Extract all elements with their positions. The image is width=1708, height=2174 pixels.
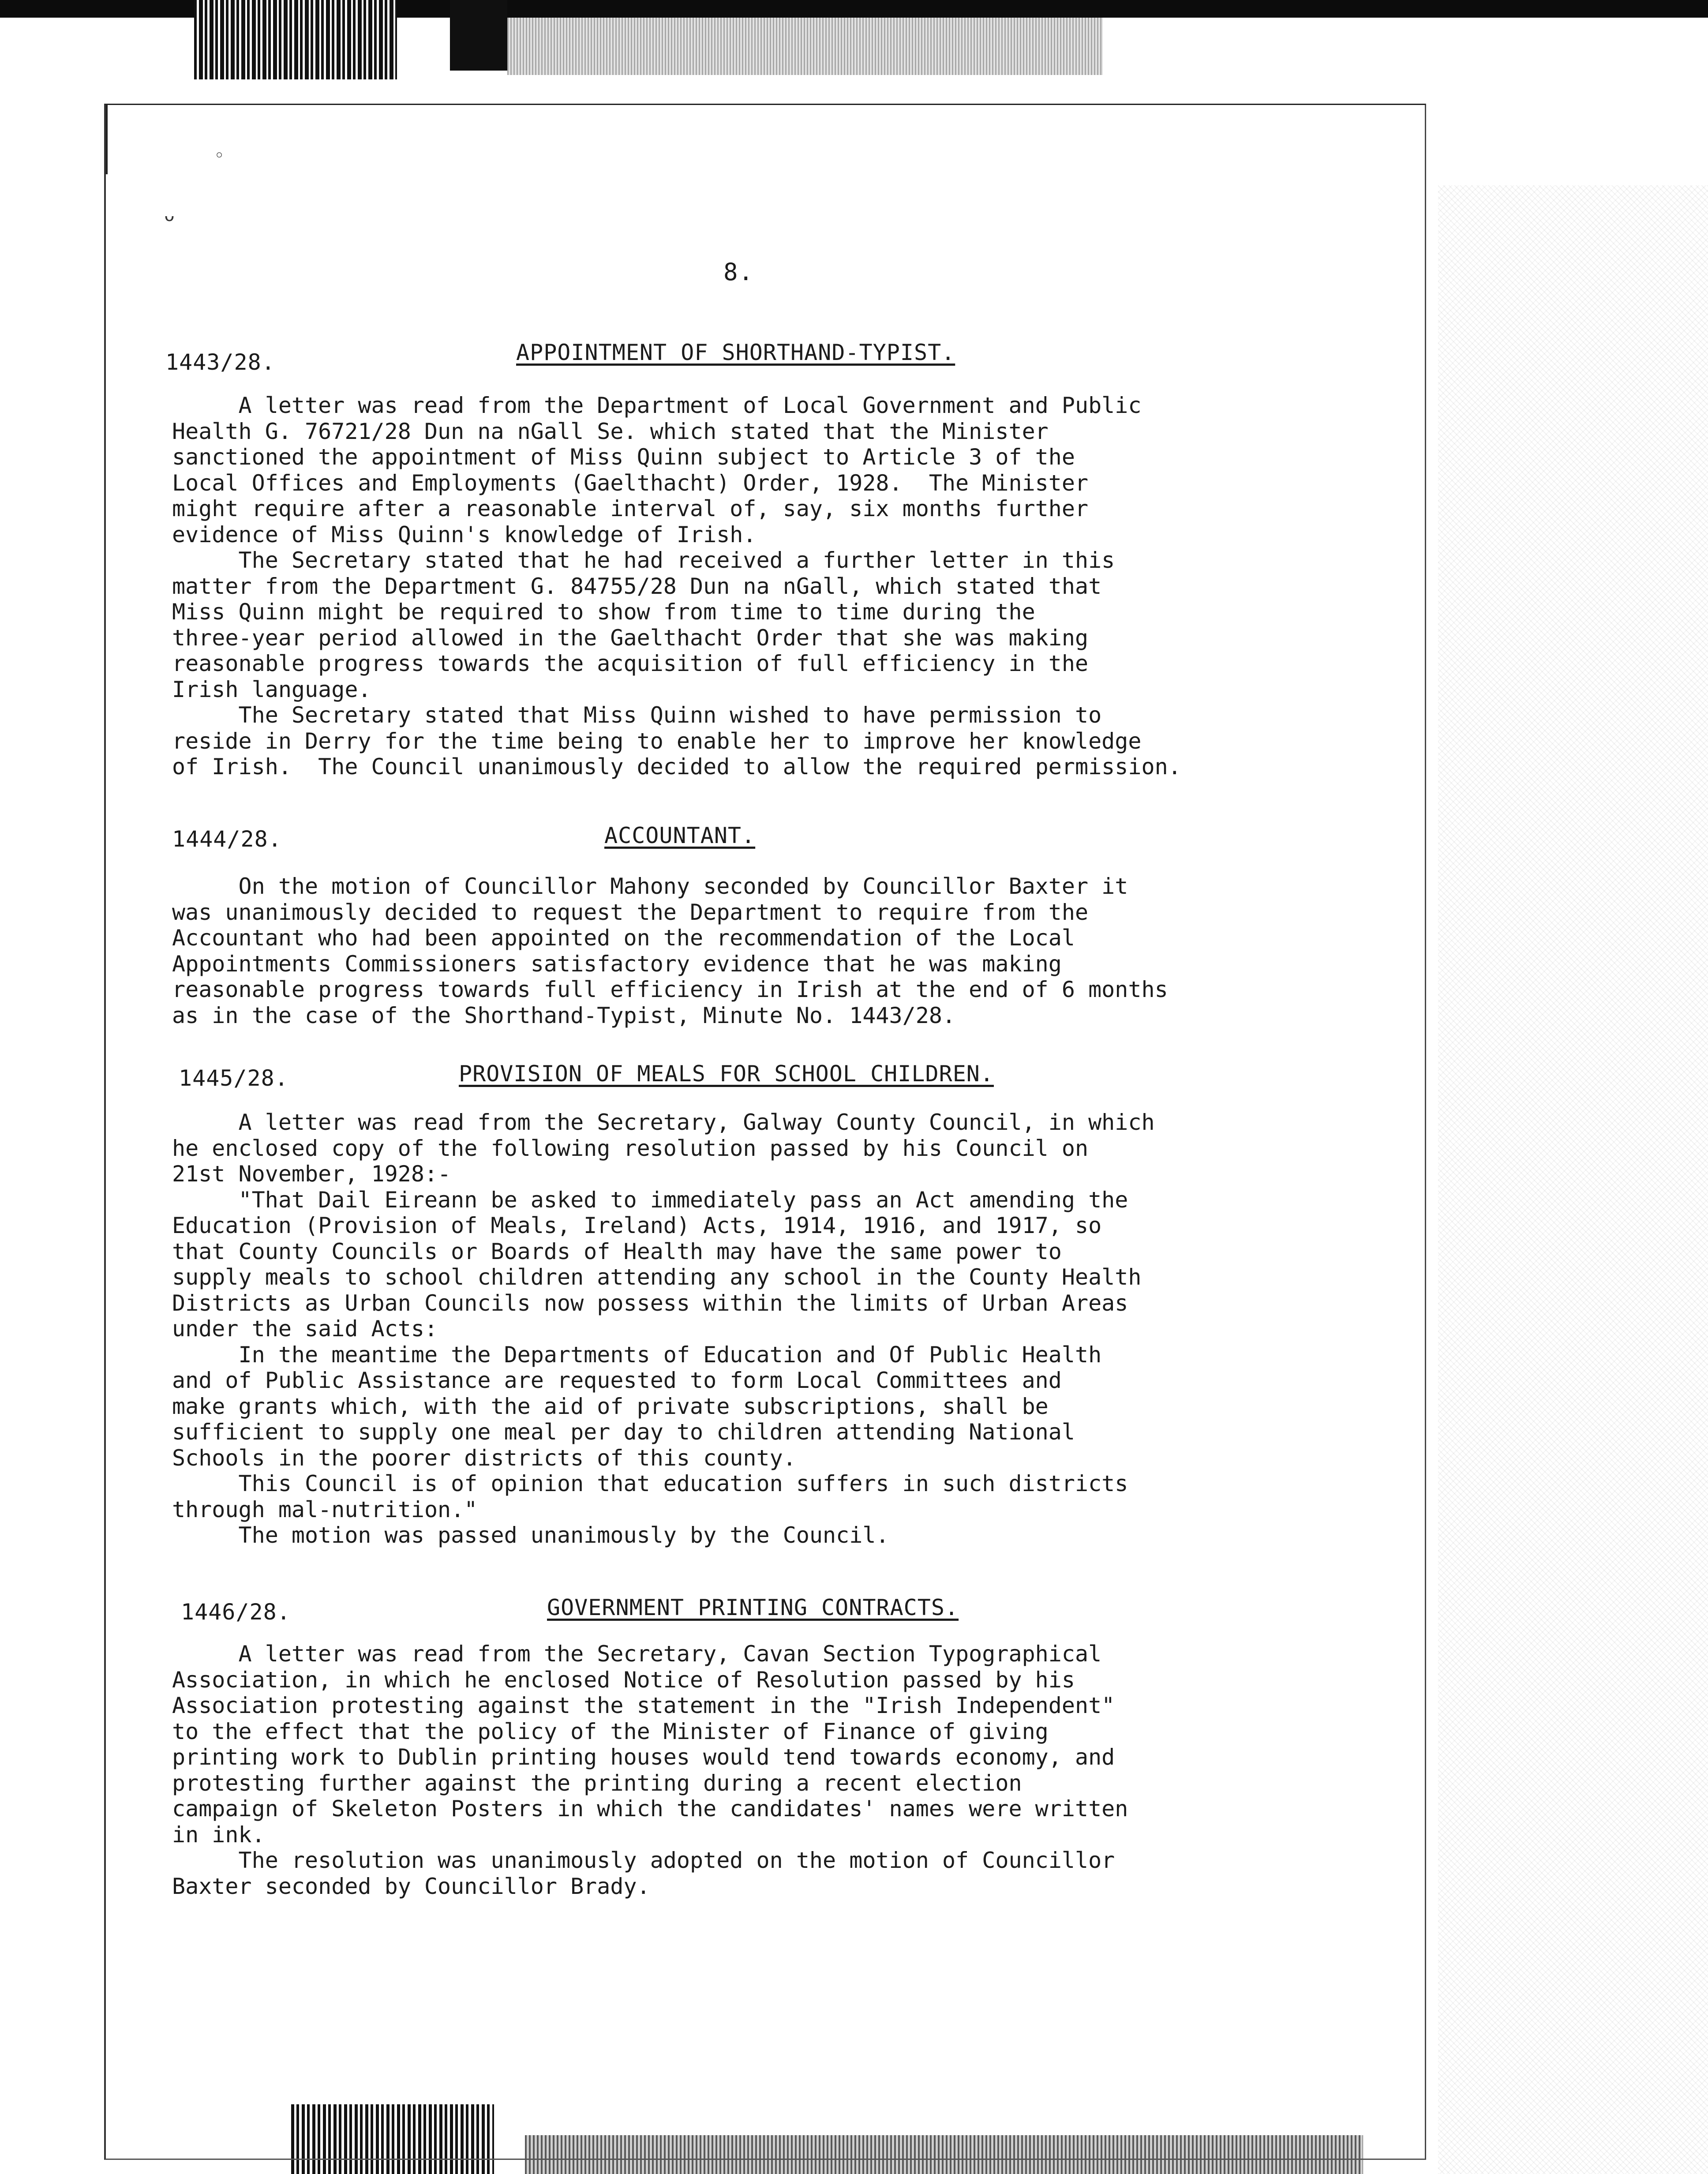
minute-heading: PROVISION OF MEALS FOR SCHOOL CHILDREN. xyxy=(459,1061,994,1087)
page-number: 8. xyxy=(723,258,754,286)
scan-barcode-top xyxy=(194,0,397,79)
page-border-tick xyxy=(106,104,108,174)
minute-body: A letter was read from the Department of Local Government and Public Health G. 76721/28 Dun na nGall Se. which stated that the Minister sanctioned the appointment of Miss Quinn subject to Article 3 of the Local Offices and Employments (Gaelthacht) Order, 1928. The Minister might require after a reasonable interval of, say, six months further evidence of Miss Quinn's knowledge of Irish. The Secretary stated that he had received a further letter in this matter from the Department G. 84755/28 Dun na nGall, which stated that Miss Quinn might be required to show from time to time during the three-year period allowed in the Gaelthacht Order that she was making reasonable progress towards the acquisition of full efficiency in the Irish language. The Secretary stated that Miss Quinn wished to have permission to reside in Derry for the time being to enable her to improve her knowledge of Irish. The Council unanimously decided to allow the required permission. xyxy=(172,393,1181,780)
minute-heading: GOVERNMENT PRINTING CONTRACTS. xyxy=(547,1595,959,1620)
minute-number: 1444/28. xyxy=(172,826,282,852)
minute-heading: ACCOUNTANT. xyxy=(604,823,756,848)
punch-mark: ᴗ xyxy=(164,205,175,225)
minute-body: On the motion of Councillor Mahony seconded by Councillor Baxter it was unanimously decided to request the Department to require from the Accountant who had been appointed on the recommendation of the Local Appointments Commissioners satisfactory evidence that he was making reasonable progress towards full efficiency in Irish at the end of 6 months as in the case of the Shorthand-Typist, Minute No. 1443/28. xyxy=(172,873,1168,1028)
minute-number: 1446/28. xyxy=(181,1599,291,1625)
minute-body: A letter was read from the Secretary, Galway County Council, in which he enclosed copy of the following resolution passed by his Council on 21st November, 1928:- "That Dail Eireann be asked to immediately pass an Act amending the Education (Provision of Meals, Ireland) Acts, 1914, 1916, and 1917, so that County Councils or Boards of Health may have the same power to supply meals to school children attending any school in the County Health Districts as Urban Councils now possess within the limits of Urban Areas under the said Acts: In the meantime the Departments of Education and Of Public Health and of Public Assistance are requested to form Local Committees and make grants which, with the aid of private subscriptions, shall be sufficient to supply one meal per day to children attending National Schools in the poorer districts of this county. This Council is of opinion that education suffers in such districts through mal-nutrition." The motion was passed unanimously by the Council. xyxy=(172,1109,1155,1548)
minute-heading: APPOINTMENT OF SHORTHAND-TYPIST. xyxy=(516,340,955,365)
scan-noise-right xyxy=(1438,185,1708,2174)
scan-dark-block xyxy=(450,0,507,71)
punch-mark: ◦ xyxy=(214,146,225,166)
scan-noise-top xyxy=(507,18,1103,75)
minute-number: 1445/28. xyxy=(179,1065,288,1091)
minute-number: 1443/28. xyxy=(165,349,275,375)
minute-body: A letter was read from the Secretary, Cavan Section Typographical Association, in which he enclosed Notice of Resolution passed by his Association protesting against the statement in the "Irish Independent" to the effect that the policy of the Minister of Finance of giving printing work to Dublin printing houses would tend towards economy, and protesting further against the printing during a recent election campaign of Skeleton Posters in which the candidates' names were written in ink. The resolution was unanimously adopted on the motion of Councillor Baxter seconded by Councillor Brady. xyxy=(172,1641,1128,1899)
